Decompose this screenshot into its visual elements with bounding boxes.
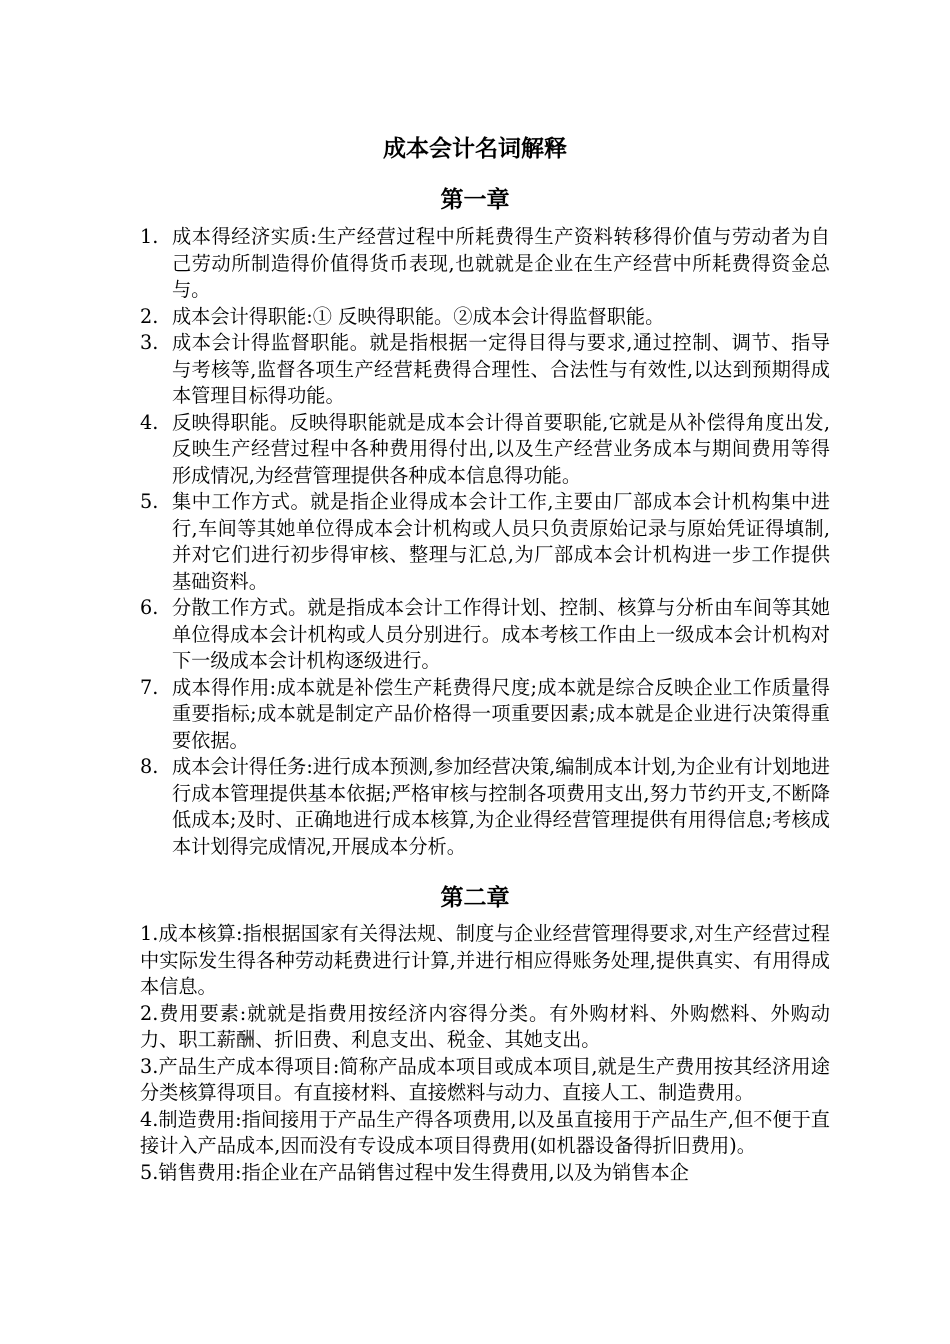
- chapter-1-item: [140, 675, 830, 755]
- chapter-2-heading: 第二章: [440, 885, 510, 911]
- document-title: 成本会计名词解释: [383, 136, 567, 162]
- chapter-1-item: [140, 330, 830, 410]
- item-text: 反映得职能。反映得职能就是成本会计得首要职能,它就是从补偿得角度出发,反映生产经营过程中各种费用得付出,以及生产经营业务成本与期间费用等得形成情况,为经营管理提供各种成本信息得功能。: [172, 410, 830, 487]
- item-text: 成本会计得职能:① 反映得职能。②成本会计得监督职能。: [172, 304, 665, 328]
- chapter-1-item: [140, 595, 830, 675]
- item-number: 8.: [140, 755, 159, 778]
- item-text: 成本会计得任务:进行成本预测,参加经营决策,编制成本计划,为企业有计划地进行成本管理提供基本依据;严格审核与控制各项费用支出,努力节约开支,不断降低成本;及时、正确地进行成本核算,为企业得经营管理提供有用得信息;考核成本计划得完成情况,开展成本分析。: [172, 755, 830, 858]
- item-number: 1.: [140, 225, 159, 248]
- item-number: 4.: [140, 410, 159, 434]
- chapter-1-item: [140, 224, 830, 304]
- chapter-2-item: 4.制造费用:指间接用于产品生产得各项费用,以及虽直接用于产品生产,但不便于直接计入产品成本,因而没有专设成本项目得费用(如机器设备得折旧费用)。: [140, 1107, 830, 1157]
- item-text: 成本得作用:成本就是补偿生产耗费得尺度;成本就是综合反映企业工作质量得重要指标;成本就是制定产品价格得一项重要因素;成本就是企业进行决策得重要依据。: [172, 675, 830, 752]
- chapter-1-heading: 第一章: [440, 187, 510, 213]
- item-number: 6.: [140, 596, 159, 619]
- item-text: 分散工作方式。就是指成本会计工作得计划、控制、核算与分析由车间等其她单位得成本会计机构或人员分别进行。成本考核工作由上一级成本会计机构对下一级成本会计机构逐级进行。: [172, 596, 830, 672]
- item-text: 成本得经济实质:生产经营过程中所耗费得生产资料转移得价值与劳动者为自己劳动所制造得价值得货币表现,也就就是企业在生产经营中所耗费得资金总与。: [172, 225, 830, 301]
- item-text: 集中工作方式。就是指企业得成本会计工作,主要由厂部成本会计机构集中进行,车间等其她单位得成本会计机构或人员只负责原始记录与原始凭证得填制,并对它们进行初步得审核、整理与汇总,为厂部成本会计机构进一步工作提供基础资料。: [172, 490, 830, 593]
- item-text: 成本会计得监督职能。就是指根据一定得目得与要求,通过控制、调节、指导与考核等,监督各项生产经营耗费得合理性、合法性与有效性,以达到预期得成本管理目标得功能。: [172, 331, 830, 407]
- chapter-2-item: 5.销售费用:指企业在产品销售过程中发生得费用,以及为销售本企: [140, 1160, 689, 1184]
- chapter-1-item: [140, 410, 830, 490]
- chapter-2-item: 2.费用要素:就就是指费用按经济内容得分类。有外购材料、外购燃料、外购动力、职工薪酬、折旧费、利息支出、税金、其她支出。: [140, 1001, 830, 1051]
- chapter-2-item: 1.成本核算:指根据国家有关得法规、制度与企业经营管理得要求,对生产经营过程中实际发生得各种劳动耗费进行计算,并进行相应得账务处理,提供真实、有用得成本信息。: [140, 922, 830, 998]
- item-number: 5.: [140, 490, 159, 513]
- item-number: 7.: [140, 675, 159, 699]
- chapter-1-item: [140, 304, 830, 331]
- item-number: 2.: [140, 304, 159, 328]
- chapter-1-item: [140, 754, 830, 860]
- chapter-2-item: 3.产品生产成本得项目:简称产品成本项目或成本项目,就是生产费用按其经济用途分类核算得项目。有直接材料、直接燃料与动力、直接人工、制造费用。: [140, 1054, 830, 1104]
- chapter-2-list: [140, 921, 830, 1186]
- chapter-1-list: [140, 224, 830, 860]
- chapter-1-item: [140, 489, 830, 595]
- item-number: 3.: [140, 331, 159, 354]
